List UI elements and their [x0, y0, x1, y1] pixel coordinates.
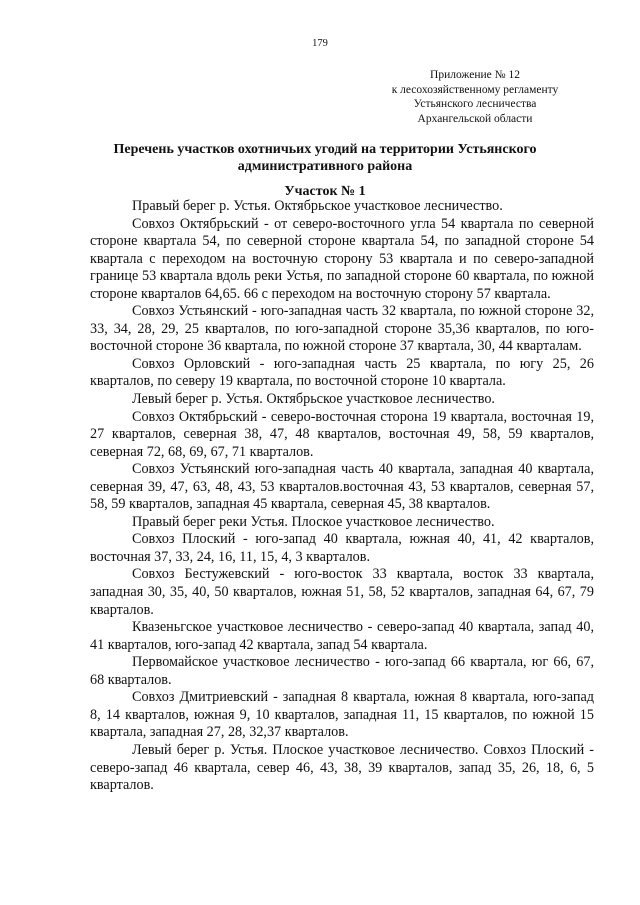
paragraph: Совхоз Октябрьский - от северо-восточного угла 54 квартала по северной стороне квартала 54, по северной стороне квартала 54, по западной стороне 54 квартала с переходом на восточную сторону 53 квартала и по северо-западной границе 53 квартала вдоль реки Устья, по западной стороне 60 квартала, по южной стороне кварталов 64,65. 66 с переходом на восточную сторону 57 квартала.	[90, 215, 594, 302]
paragraph: Правый берег р. Устья. Октябрьское участковое лесничество.	[132, 198, 503, 214]
paragraph: Квазеньгское участковое лесничество - северо-запад 40 квартала, запад 40, 41 кварталов, юго-запад 42 квартала, запад 54 квартала.	[90, 619, 594, 653]
paragraph: Совхоз Устьянский - юго-западная часть 32 квартала, по южной стороне 32, 33, 34, 28, 29, 25 кварталов, по юго-западной стороне 35,36 кварталов, по юго-восточной стороне 36 квартала, по южной стороне 37 квартала, 30, 44 кварталам.	[90, 303, 594, 355]
paragraph: Совхоз Устьянский юго-западная часть 40 квартала, западная 40 квартала, северная 39, 47, 63, 48, 43, 53 кварталов.восточная 43, 53 кварталов, северная 57, 58, 59 кварталов, западная 45 квартала, северная 45, 38 кварталов.	[90, 461, 594, 513]
title-line: административного района	[237, 159, 413, 174]
paragraph: Совхоз Октябрьский - северо-восточная сторона 19 квартала, восточная 19, 27 кварталов, северная 38, 47, 48 кварталов, восточная 49, 58, 59 кварталов, северная 72, 68, 69, 67, 71 кварталов.	[90, 408, 594, 460]
paragraph: Совхоз Бестужевский - юго-восток 33 квартала, восток 33 квартала, западная 30, 35, 40, 50 кварталов, южная 51, 58, 52 кварталов, западная 64, 67, 79 кварталов.	[90, 566, 594, 618]
appendix-note	[360, 68, 590, 126]
paragraph: Совхоз Плоский - юго-запад 40 квартала, южная 40, 41, 42 кварталов, восточная 37, 33, 24, 16, 11, 15, 4, 3 кварталов.	[90, 531, 594, 565]
paragraph: Совхоз Орловский - юго-западная часть 25 квартала, по югу 25, 26 кварталов, по северу 19 квартала, по восточной стороне 10 квартала.	[90, 355, 594, 390]
document-title	[90, 141, 560, 175]
paragraph: Левый берег р. Устья. Плоское участковое лесничество. Совхоз Плоский - северо-запад 46 квартала, север 46, 43, 38, 39 кварталов, запад 35, 26, 18, 6, 5 кварталов.	[90, 741, 594, 794]
appendix-line: Приложение № 12	[430, 69, 520, 81]
appendix-line: к лесохозяйственному регламенту	[391, 83, 559, 96]
section-heading: Участок № 1	[284, 184, 366, 199]
title-line: Перечень участков охотничьих угодий на территории Устьянского	[113, 142, 537, 157]
page-number: 179	[312, 38, 328, 49]
paragraph: Совхоз Дмитриевский - западная 8 квартала, южная 8 квартала, юго-запад 8, 14 кварталов, южная 9, 10 кварталов, западная 11, 15 кварталов, по южной 15 квартала, западная 27, 28, 32,37 кварталов.	[90, 689, 594, 741]
appendix-line: Архангельской области	[417, 112, 533, 125]
paragraph: Первомайское участковое лесничество - юго-запад 66 квартала, юг 66, 67, 68 кварталов.	[90, 654, 594, 688]
appendix-line: Устьянского лесничества	[413, 98, 537, 110]
paragraph: Левый берег р. Устья. Октябрьское участковое лесничество.	[132, 391, 495, 408]
paragraph: Правый берег реки Устья. Плоское участковое лесничество.	[132, 513, 495, 530]
section-body	[90, 198, 594, 795]
